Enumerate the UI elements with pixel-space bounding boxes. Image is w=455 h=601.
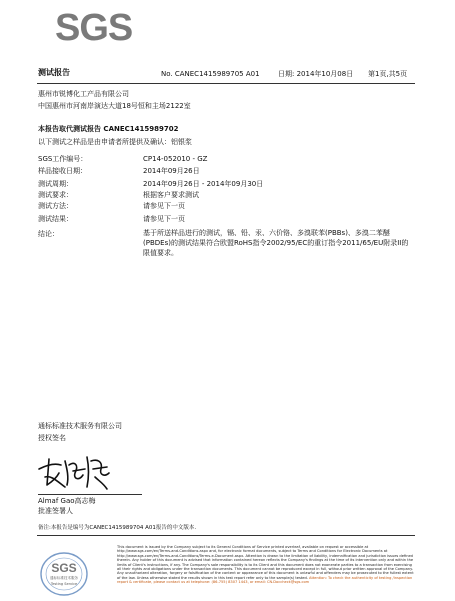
field-label-requirement: 测试要求： [38, 191, 73, 199]
signature-line [38, 494, 142, 495]
sgs-logo-text: SGS [55, 7, 133, 49]
conclusion-text: 基于所送样品进行的测试，镉、铅、汞、六价铬、多溴联苯(PBBs)、多溴二苯醚(PBDEs)的测试结果符合欧盟RoHS指令2002/95/EC的重订指令2011/65/EU附录II的限值要求。 [143, 229, 409, 257]
header-divider [37, 83, 415, 84]
applicant-company: 惠州市锐博化工产品有限公司 [38, 90, 129, 98]
field-value-received: 2014年09月26日 [143, 167, 200, 175]
doc-title: 测试报告 [38, 68, 70, 77]
signoff-authorized: 授权签名 [38, 434, 66, 442]
field-value-job-no: CP14-052010 - GZ [143, 155, 208, 163]
applicant-address: 中国惠州市河南岸演达大道18号恒和主场2122室 [38, 102, 191, 110]
field-value-period: 2014年09月26日 - 2014年09月30日 [143, 180, 264, 188]
field-label-result: 测试结果： [38, 215, 73, 223]
field-value-method: 请参见下一页 [143, 202, 185, 210]
footer-divider [37, 535, 415, 536]
replace-note: 本报告取代测试报告 CANEC1415989702 [38, 125, 179, 133]
signer-role: 批准签署人 [38, 507, 73, 515]
disclaimer-text: This document is issued by the Company subject to its General Conditions of Service printed overleaf, available on request or accessible at http://www.sgs.com/en/Terms-and-Conditions.aspx and, for electronic format documents, subject to Terms and Conditions for Electronic Documents at http://www.sgs.com/en/Terms-and-Conditions/Terms-e-Document.aspx. Attention is drawn to the limitation of liability, indemnification and jurisdiction issues defined therein. Any holder of this document is advised that information contained hereon reflects the Company's findings at the time of its intervention only and within the limits of Client's instructions, if any. The Company's sole responsibility is to its Client and this document does not exonerate parties to a transaction from exercising all their rights and obligations under the transaction documents. This document cannot be reproduced except in full, without prior written approval of the Company. Any unauthorized alteration, forgery or falsification of the content or appearance of this document is unlawful and offenders may be prosecuted to the fullest extent of the law. Unless otherwise stated the results shown in this test report refer only to the sample(s) tested. [117, 545, 414, 580]
sgs-logo [55, 8, 137, 48]
report-date: 日期: 2014年10月08日 [278, 70, 354, 78]
page-indicator: 第1页,共5页 [368, 70, 408, 78]
note-text: 备注:本报告是编号为CANEC1415989704 A01报告的中文版本. [38, 525, 197, 531]
stamp-logo: SGS [51, 561, 77, 575]
field-label-received: 样品接收日期： [38, 167, 87, 175]
signer-name: Almaf Gao高志梅 [38, 497, 96, 505]
field-value-result: 请参见下一页 [143, 215, 185, 223]
attention-text: Attention: To check the authenticity of testing /inspection report & certificate, please contact us at telephone: (86-755) 8307 1443, or email: CN.Doccheck@sgs.com [117, 575, 413, 585]
conclusion-label: 结论： [38, 230, 59, 238]
field-value-requirement: 根据客户要求测试 [143, 191, 199, 199]
sample-intro: 以下测试之样品是由申请者所提供及确认：铝银浆 [38, 138, 192, 146]
sgs-stamp [39, 551, 89, 597]
field-label-method: 测试方法： [38, 202, 73, 210]
report-number: No. CANEC1415989705 A01 [161, 70, 260, 78]
stamp-bottom: Testing Service [50, 582, 78, 586]
signoff-company: 通标标准技术服务有限公司 [38, 422, 122, 430]
stamp-subtext: 通标标准技术服务 [50, 576, 78, 580]
field-label-job-no: SGS工作编号： [38, 155, 88, 163]
handwritten-signature [35, 447, 115, 495]
footer-disclaimer [117, 545, 415, 594]
field-label-period: 测试周期： [38, 180, 73, 188]
